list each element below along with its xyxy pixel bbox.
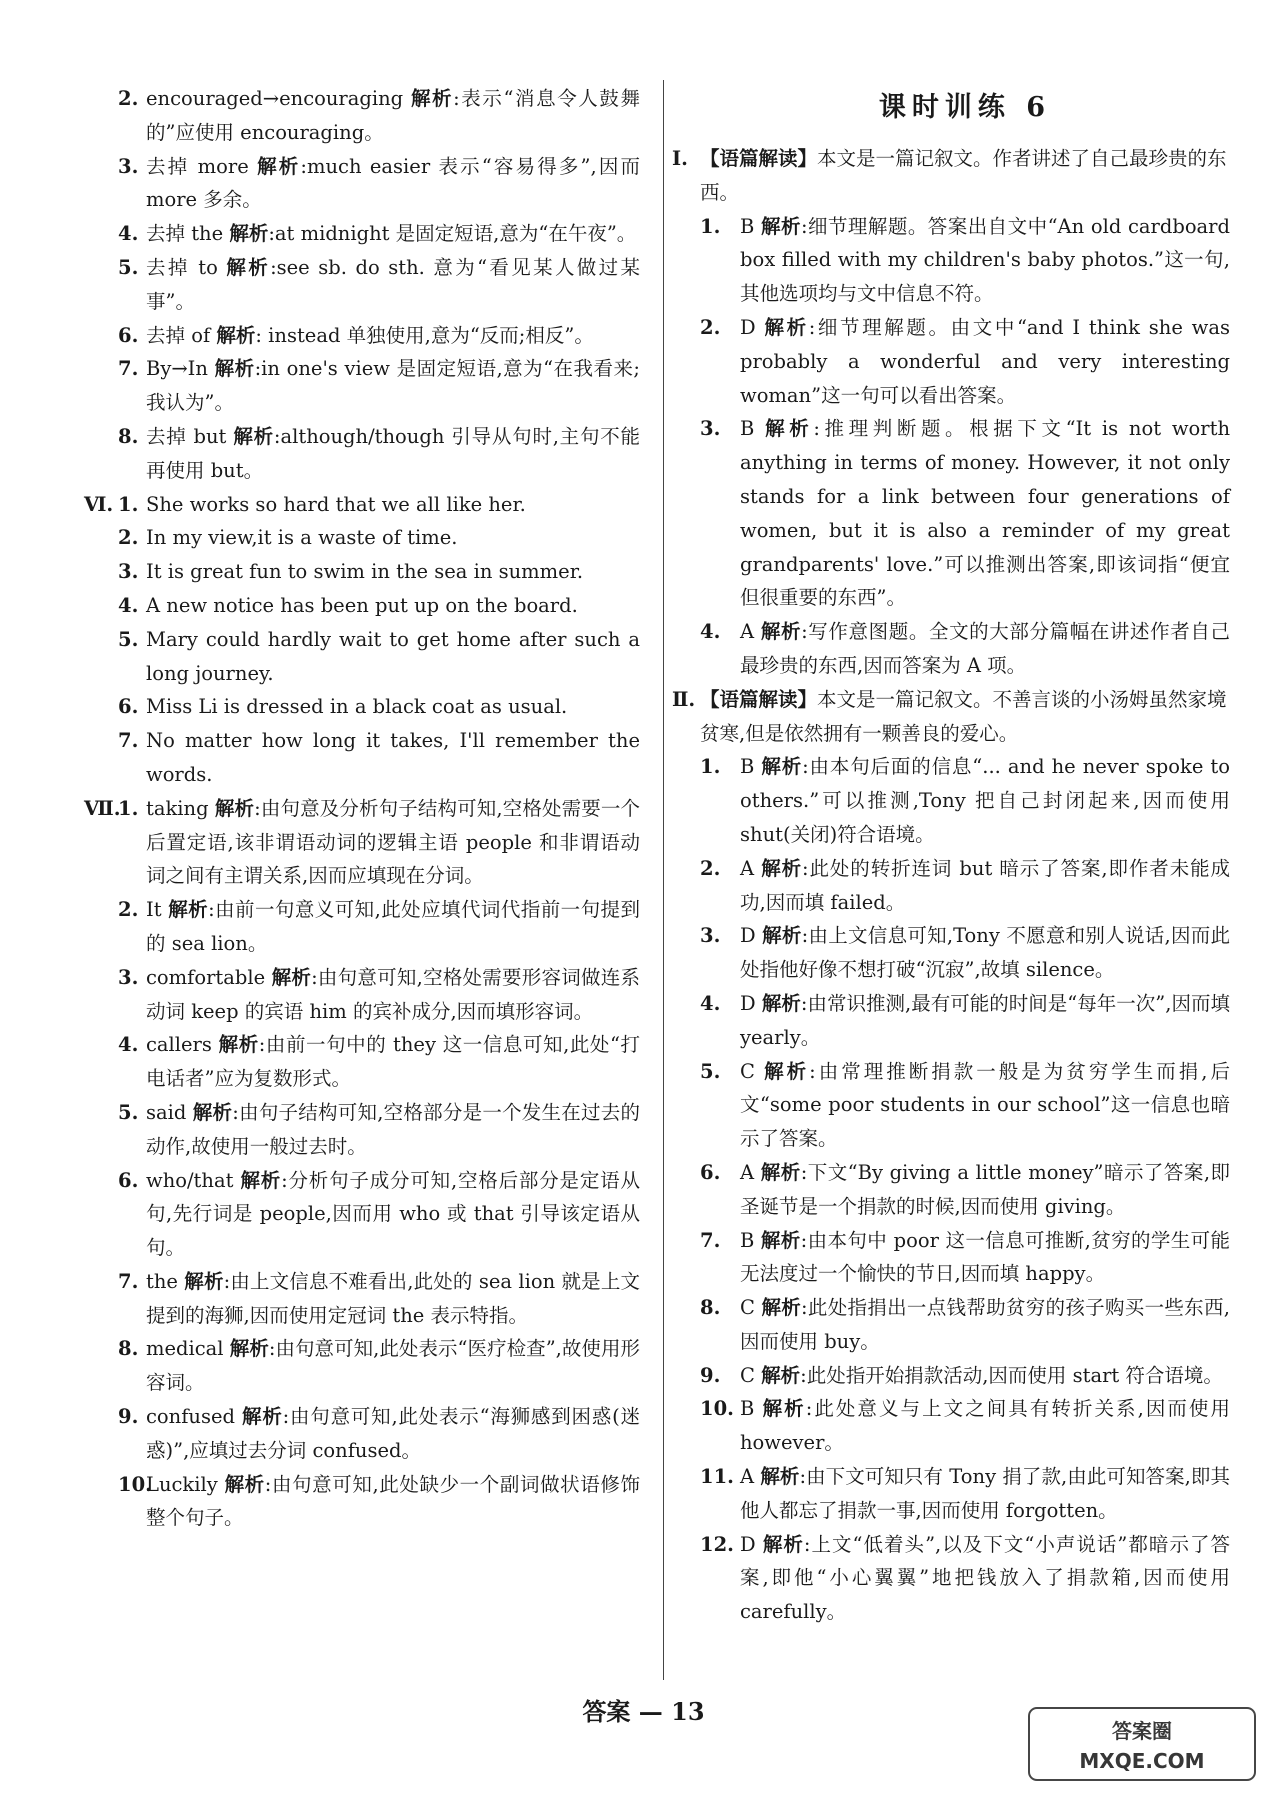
item-text: :at midnight 是固定短语,意为“在午夜”。 xyxy=(268,222,637,246)
analysis-label: 解析 xyxy=(760,1228,801,1252)
answer-item xyxy=(118,1468,640,1536)
item-text: :由常理推断捐款一般是为贫穷学生而捐,后文“some poor students in our school”这一信息也暗示了答案。 xyxy=(740,1059,1230,1151)
answer-key: 去掉 the xyxy=(146,222,224,246)
analysis-label: 解析 xyxy=(271,965,312,989)
item-text: :由前一句意义可知,此处应填代词代指前一句提到的 sea lion。 xyxy=(146,898,640,955)
analysis-label: 解析 xyxy=(214,796,255,820)
answer-key: C xyxy=(740,1363,755,1387)
answer-key: comfortable xyxy=(146,965,266,989)
answer-item xyxy=(118,319,640,353)
answer-item xyxy=(700,1528,1230,1629)
answer-item xyxy=(118,352,640,420)
item-text: :下文“By giving a little money”暗示了答案,即圣诞节是一个捐款的时候,因而使用 giving。 xyxy=(740,1160,1230,1218)
analysis-label: 解析 xyxy=(240,1168,282,1192)
answer-key: medical xyxy=(146,1337,224,1361)
answer-item xyxy=(118,150,640,218)
item-text: :由下文可知只有 Tony 捐了款,由此可知答案,即其他人都忘了捐款一事,因而使用 forgotten。 xyxy=(740,1465,1230,1522)
item-number: 2. xyxy=(700,856,721,880)
item-number: 7. xyxy=(118,729,139,753)
item-number: 5. xyxy=(700,1059,721,1083)
answer-item xyxy=(118,893,640,961)
analysis-label: 解析 xyxy=(761,214,801,238)
item-number: 4. xyxy=(118,222,139,246)
item-number: 11. xyxy=(700,1465,734,1489)
item-number: 8. xyxy=(700,1296,721,1320)
answer-item xyxy=(700,1460,1230,1528)
item-text: :此处指开始捐款活动,因而使用 start 符合语境。 xyxy=(800,1363,1223,1387)
item-number: 1. xyxy=(118,492,139,516)
item-number: 6. xyxy=(700,1160,721,1184)
answer-key: said xyxy=(146,1100,187,1124)
analysis-label: 解析 xyxy=(233,424,274,448)
analysis-label: 解析 xyxy=(216,323,256,347)
item-number: 3. xyxy=(118,154,139,178)
answer-key: B xyxy=(740,214,755,238)
item-number: 6. xyxy=(118,323,139,347)
item-number: 8. xyxy=(118,1337,139,1361)
answer-key: By→In xyxy=(146,357,208,381)
item-text: :由上文信息可知,Tony 不愿意和别人说话,因而此处指他好像不想打破“沉寂”,故填 silence。 xyxy=(740,924,1230,982)
section-1-summary: 本文是一篇记叙文。作者讲述了自己最珍贵的东西。 xyxy=(700,147,1227,204)
answer-item xyxy=(700,412,1231,615)
answer-key: D xyxy=(740,991,756,1015)
item-text: :由句意可知,此处缺少一个副词做状语修饰整个句子。 xyxy=(146,1472,640,1530)
answer-key: B xyxy=(740,1397,755,1421)
item-number: 2. xyxy=(118,526,139,550)
answer-item xyxy=(700,1291,1230,1359)
item-number: 9. xyxy=(700,1363,721,1387)
answer-key: D xyxy=(740,1532,756,1556)
item-text: Mary could hardly wait to get home after such a long journey. xyxy=(146,627,640,685)
analysis-label: 解析 xyxy=(765,417,814,441)
answer-key: callers xyxy=(146,1033,212,1057)
answer-item xyxy=(118,82,640,150)
item-text: :由句子结构可知,空格部分是一个发生在过去的动作,故使用一般过去时。 xyxy=(146,1100,640,1158)
analysis-label: 解析 xyxy=(184,1269,224,1293)
item-text: :由本句后面的信息“... and he never spoke to others.”可以推测,Tony 把自己封闭起来,因而使用 shut(关闭)符合语境。 xyxy=(740,755,1230,846)
answer-key: C xyxy=(740,1296,755,1320)
section-1-list xyxy=(700,210,1230,683)
answer-key: encouraged→encouraging xyxy=(146,87,404,110)
item-number: 3. xyxy=(700,924,721,948)
item-text: :由句意可知,此处表示“海狮感到困惑(迷惑)”,应填过去分词 confused。 xyxy=(146,1405,640,1462)
answer-item xyxy=(700,1055,1230,1156)
answer-item xyxy=(118,1332,640,1400)
item-text: :分析句子成分可知,空格后部分是定语从句,先行词是 people,因而用 who 或 that 引导该定语从句。 xyxy=(146,1168,640,1260)
answer-key: 去掉 more xyxy=(146,154,249,178)
answer-item xyxy=(118,217,640,251)
section-6 xyxy=(84,488,640,792)
item-number: 9. xyxy=(118,1405,139,1429)
analysis-label: 解析 xyxy=(764,1059,810,1083)
left-column xyxy=(84,82,641,1535)
answer-key: 去掉 of xyxy=(146,323,211,347)
section-2-header xyxy=(672,683,1230,751)
item-number: 1. xyxy=(700,214,721,238)
analysis-label: 解析 xyxy=(761,991,801,1015)
item-number: 7. xyxy=(700,1228,721,1252)
item-number: 6. xyxy=(118,1168,139,1192)
answer-item xyxy=(118,1265,640,1333)
section-1-number: Ⅰ. xyxy=(672,147,688,170)
item-text: :此处指捐出一点钱帮助贫穷的孩子购买一些东西,因而使用 buy。 xyxy=(740,1296,1230,1353)
answer-key: D xyxy=(740,924,756,948)
answer-key: B xyxy=(740,1228,755,1252)
answer-key: A xyxy=(740,1465,755,1489)
section-2-list xyxy=(700,750,1230,1629)
section-1-tag: 【语篇解读】 xyxy=(700,147,818,170)
answer-key: confused xyxy=(146,1405,236,1429)
answer-key: taking xyxy=(146,796,209,820)
answer-item xyxy=(700,311,1231,412)
item-number: 5. xyxy=(118,627,139,651)
watermark-top: 答案圈 xyxy=(1112,1719,1172,1743)
item-number: 5. xyxy=(118,255,139,279)
answer-item xyxy=(118,1096,640,1164)
answer-key: 去掉 to xyxy=(146,255,218,279)
answer-item xyxy=(118,1164,640,1265)
answer-key: the xyxy=(146,1269,178,1293)
item-number: 4. xyxy=(700,991,721,1015)
answer-key: Luckily xyxy=(146,1472,218,1496)
item-number: 3. xyxy=(118,560,139,584)
answer-key: A xyxy=(740,1160,755,1184)
item-text: :上文“低着头”,以及下文“小声说话”都暗示了答案,即他“小心翼翼”地把钱放入了捐款箱,因而使用 carefully。 xyxy=(740,1532,1230,1624)
item-number: 10. xyxy=(700,1397,734,1421)
item-number: 4. xyxy=(118,1033,139,1057)
item-text: :由句意及分析句子结构可知,空格处需要一个后置定语,该非谓语动词的逻辑主语 people 和非谓语动词之间有主谓关系,因而应填现在分词。 xyxy=(146,796,640,888)
analysis-label: 解析 xyxy=(761,755,803,779)
analysis-label: 解析 xyxy=(257,154,301,178)
item-number: 2. xyxy=(118,898,139,922)
item-text: :although/though 引导从句时,主句不能再使用 but。 xyxy=(146,424,640,482)
item-text: :此处意义与上文之间具有转折关系,因而使用 however。 xyxy=(740,1397,1230,1455)
item-number: 8. xyxy=(118,424,139,448)
item-number: 3. xyxy=(118,965,139,989)
answer-key: A xyxy=(740,620,755,644)
analysis-label: 解析 xyxy=(168,898,209,922)
answer-item xyxy=(118,792,640,893)
left-answer-list xyxy=(118,82,640,488)
section-2-tag: 【语篇解读】 xyxy=(700,687,818,711)
answer-item xyxy=(700,919,1230,987)
item-number: 2. xyxy=(700,315,721,339)
analysis-label: 解析 xyxy=(762,924,802,948)
item-text: :由句意可知,空格处需要形容词做连系动词 keep 的宾语 him 的宾补成分,因而填形容词。 xyxy=(146,965,640,1023)
answer-item xyxy=(700,1156,1230,1224)
watermark-bottom: MXQE.COM xyxy=(1079,1749,1205,1773)
item-number: 1. xyxy=(118,796,139,820)
right-column xyxy=(672,82,1231,1629)
answer-key: A xyxy=(740,856,755,880)
item-text: :表示“消息令人鼓舞的”应使用 encouraging。 xyxy=(146,87,640,144)
item-text: :由上文信息不难看出,此处的 sea lion 就是上文提到的海狮,因而使用定冠词 the 表示特指。 xyxy=(146,1269,640,1327)
item-number: 5. xyxy=(118,1100,139,1124)
answer-item xyxy=(118,1028,640,1096)
analysis-label: 解析 xyxy=(192,1100,233,1124)
section-6-number: Ⅵ. xyxy=(84,492,114,516)
analysis-label: 解析 xyxy=(214,357,255,381)
watermark-logo xyxy=(1027,1706,1257,1782)
analysis-label: 解析 xyxy=(762,1532,804,1556)
answer-item xyxy=(118,251,640,319)
item-text: :由句意可知,此处表示“医疗检查”,故使用形容词。 xyxy=(146,1337,641,1395)
page-footer: 答案 — 13 xyxy=(582,1697,705,1726)
item-number: 10. xyxy=(118,1472,152,1496)
item-text: No matter how long it takes, I'll remember the words. xyxy=(146,729,640,786)
item-text: :much easier 表示“容易得多”,因而 more 多余。 xyxy=(146,154,640,212)
item-text: Miss Li is dressed in a black coat as usual. xyxy=(146,695,568,719)
analysis-label: 解析 xyxy=(762,1397,806,1421)
answer-item xyxy=(700,1359,1230,1393)
item-text: :写作意图题。全文的大部分篇幅在讲述作者自己最珍贵的东西,因而答案为 A 项。 xyxy=(740,620,1230,677)
item-number: 3. xyxy=(700,417,721,441)
answer-key: C xyxy=(740,1059,755,1083)
answer-item xyxy=(118,961,640,1029)
analysis-label: 解析 xyxy=(764,315,809,339)
answer-item xyxy=(118,724,640,792)
analysis-label: 解析 xyxy=(410,87,454,110)
analysis-label: 解析 xyxy=(760,620,802,644)
item-text: :由本句中 poor 这一信息可推断,贫穷的学生可能无法度过一个愉快的节日,因而填 happy。 xyxy=(740,1228,1230,1286)
item-text: :see sb. do sth. 意为“看见某人做过某事”。 xyxy=(146,255,640,313)
item-number: 1. xyxy=(700,755,721,779)
item-text: :细节理解题。由文中“and I think she was probably a wonderful and very interesting woman”这一句可以看出答案。 xyxy=(740,315,1231,407)
item-text: :in one's view 是固定短语,意为“在我看来;我认为”。 xyxy=(146,357,640,415)
section-2-summary: 本文是一篇记叙文。不善言谈的小汤姆虽然家境贫寒,但是依然拥有一颗善良的爱心。 xyxy=(700,687,1227,745)
item-text: It is great fun to swim in the sea in summer. xyxy=(146,560,584,584)
answer-item xyxy=(700,1392,1230,1460)
answer-item xyxy=(700,1224,1230,1292)
analysis-label: 解析 xyxy=(229,222,269,246)
section-2-number: Ⅱ. xyxy=(672,687,696,711)
item-text: She works so hard that we all like her. xyxy=(146,492,526,516)
item-number: 7. xyxy=(118,357,139,381)
answer-item xyxy=(700,615,1230,683)
answer-key: D xyxy=(740,315,756,339)
analysis-label: 解析 xyxy=(761,1363,801,1387)
item-number: 7. xyxy=(118,1269,139,1293)
item-number: 2. xyxy=(118,87,139,110)
answer-item xyxy=(118,690,640,724)
item-text: In my view,it is a waste of time. xyxy=(146,526,458,550)
answer-key: who/that xyxy=(146,1168,234,1192)
answer-item xyxy=(700,987,1231,1055)
item-text: :推理判断题。根据下文“It is not worth anything in terms of money. However, it not only stands for a link between four generations of women, but it is also a reminder of my great grandparents' love.”可以推测出答案,即该词指“便宜但很重要的东西”。 xyxy=(740,417,1231,610)
section-6-list xyxy=(118,488,640,792)
item-text: :由常识推测,最有可能的时间是“每年一次”,因而填 yearly。 xyxy=(740,991,1231,1049)
analysis-label: 解析 xyxy=(761,856,803,880)
section-7-number: Ⅶ. xyxy=(84,796,121,820)
analysis-label: 解析 xyxy=(226,255,271,279)
item-text: :由前一句中的 they 这一信息可知,此处“打电话者”应为复数形式。 xyxy=(146,1033,640,1091)
column-divider xyxy=(663,80,664,1680)
answer-item xyxy=(118,589,640,623)
analysis-label: 解析 xyxy=(760,1160,801,1184)
analysis-label: 解析 xyxy=(242,1405,283,1429)
answer-item xyxy=(118,521,640,555)
answer-item xyxy=(700,750,1230,851)
answer-item xyxy=(118,623,640,691)
analysis-label: 解析 xyxy=(218,1033,259,1057)
analysis-label: 解析 xyxy=(761,1296,802,1320)
lesson-title: 课时训练 6 xyxy=(878,92,1052,123)
item-number: 12. xyxy=(700,1532,734,1556)
analysis-label: 解析 xyxy=(229,1337,269,1361)
answer-item xyxy=(700,210,1230,311)
item-text: A new notice has been put up on the board. xyxy=(146,593,578,617)
answer-item xyxy=(118,420,640,488)
item-text: :此处的转折连词 but 暗示了答案,即作者未能成功,因而填 failed。 xyxy=(740,856,1230,914)
answer-key: B xyxy=(740,417,755,441)
item-number: 4. xyxy=(700,620,721,644)
section-7-list xyxy=(118,792,640,1536)
answer-item xyxy=(118,555,640,589)
section-7 xyxy=(84,792,641,1536)
item-number: 6. xyxy=(118,695,139,719)
analysis-label: 解析 xyxy=(224,1472,265,1496)
answer-item xyxy=(118,1400,640,1468)
answer-key: It xyxy=(146,898,162,922)
answer-key: 去掉 but xyxy=(146,424,227,448)
answer-item xyxy=(118,488,640,522)
item-text: : instead 单独使用,意为“反而;相反”。 xyxy=(255,323,594,347)
analysis-label: 解析 xyxy=(760,1465,800,1489)
item-text: :细节理解题。答案出自文中“An old cardboard box filled with my children's baby photos.”这一句,其他选项均与文中信息不符。 xyxy=(740,214,1230,306)
answer-item xyxy=(700,852,1230,920)
answer-key: B xyxy=(740,755,755,779)
section-1-header xyxy=(672,142,1230,210)
item-number: 4. xyxy=(118,593,139,617)
